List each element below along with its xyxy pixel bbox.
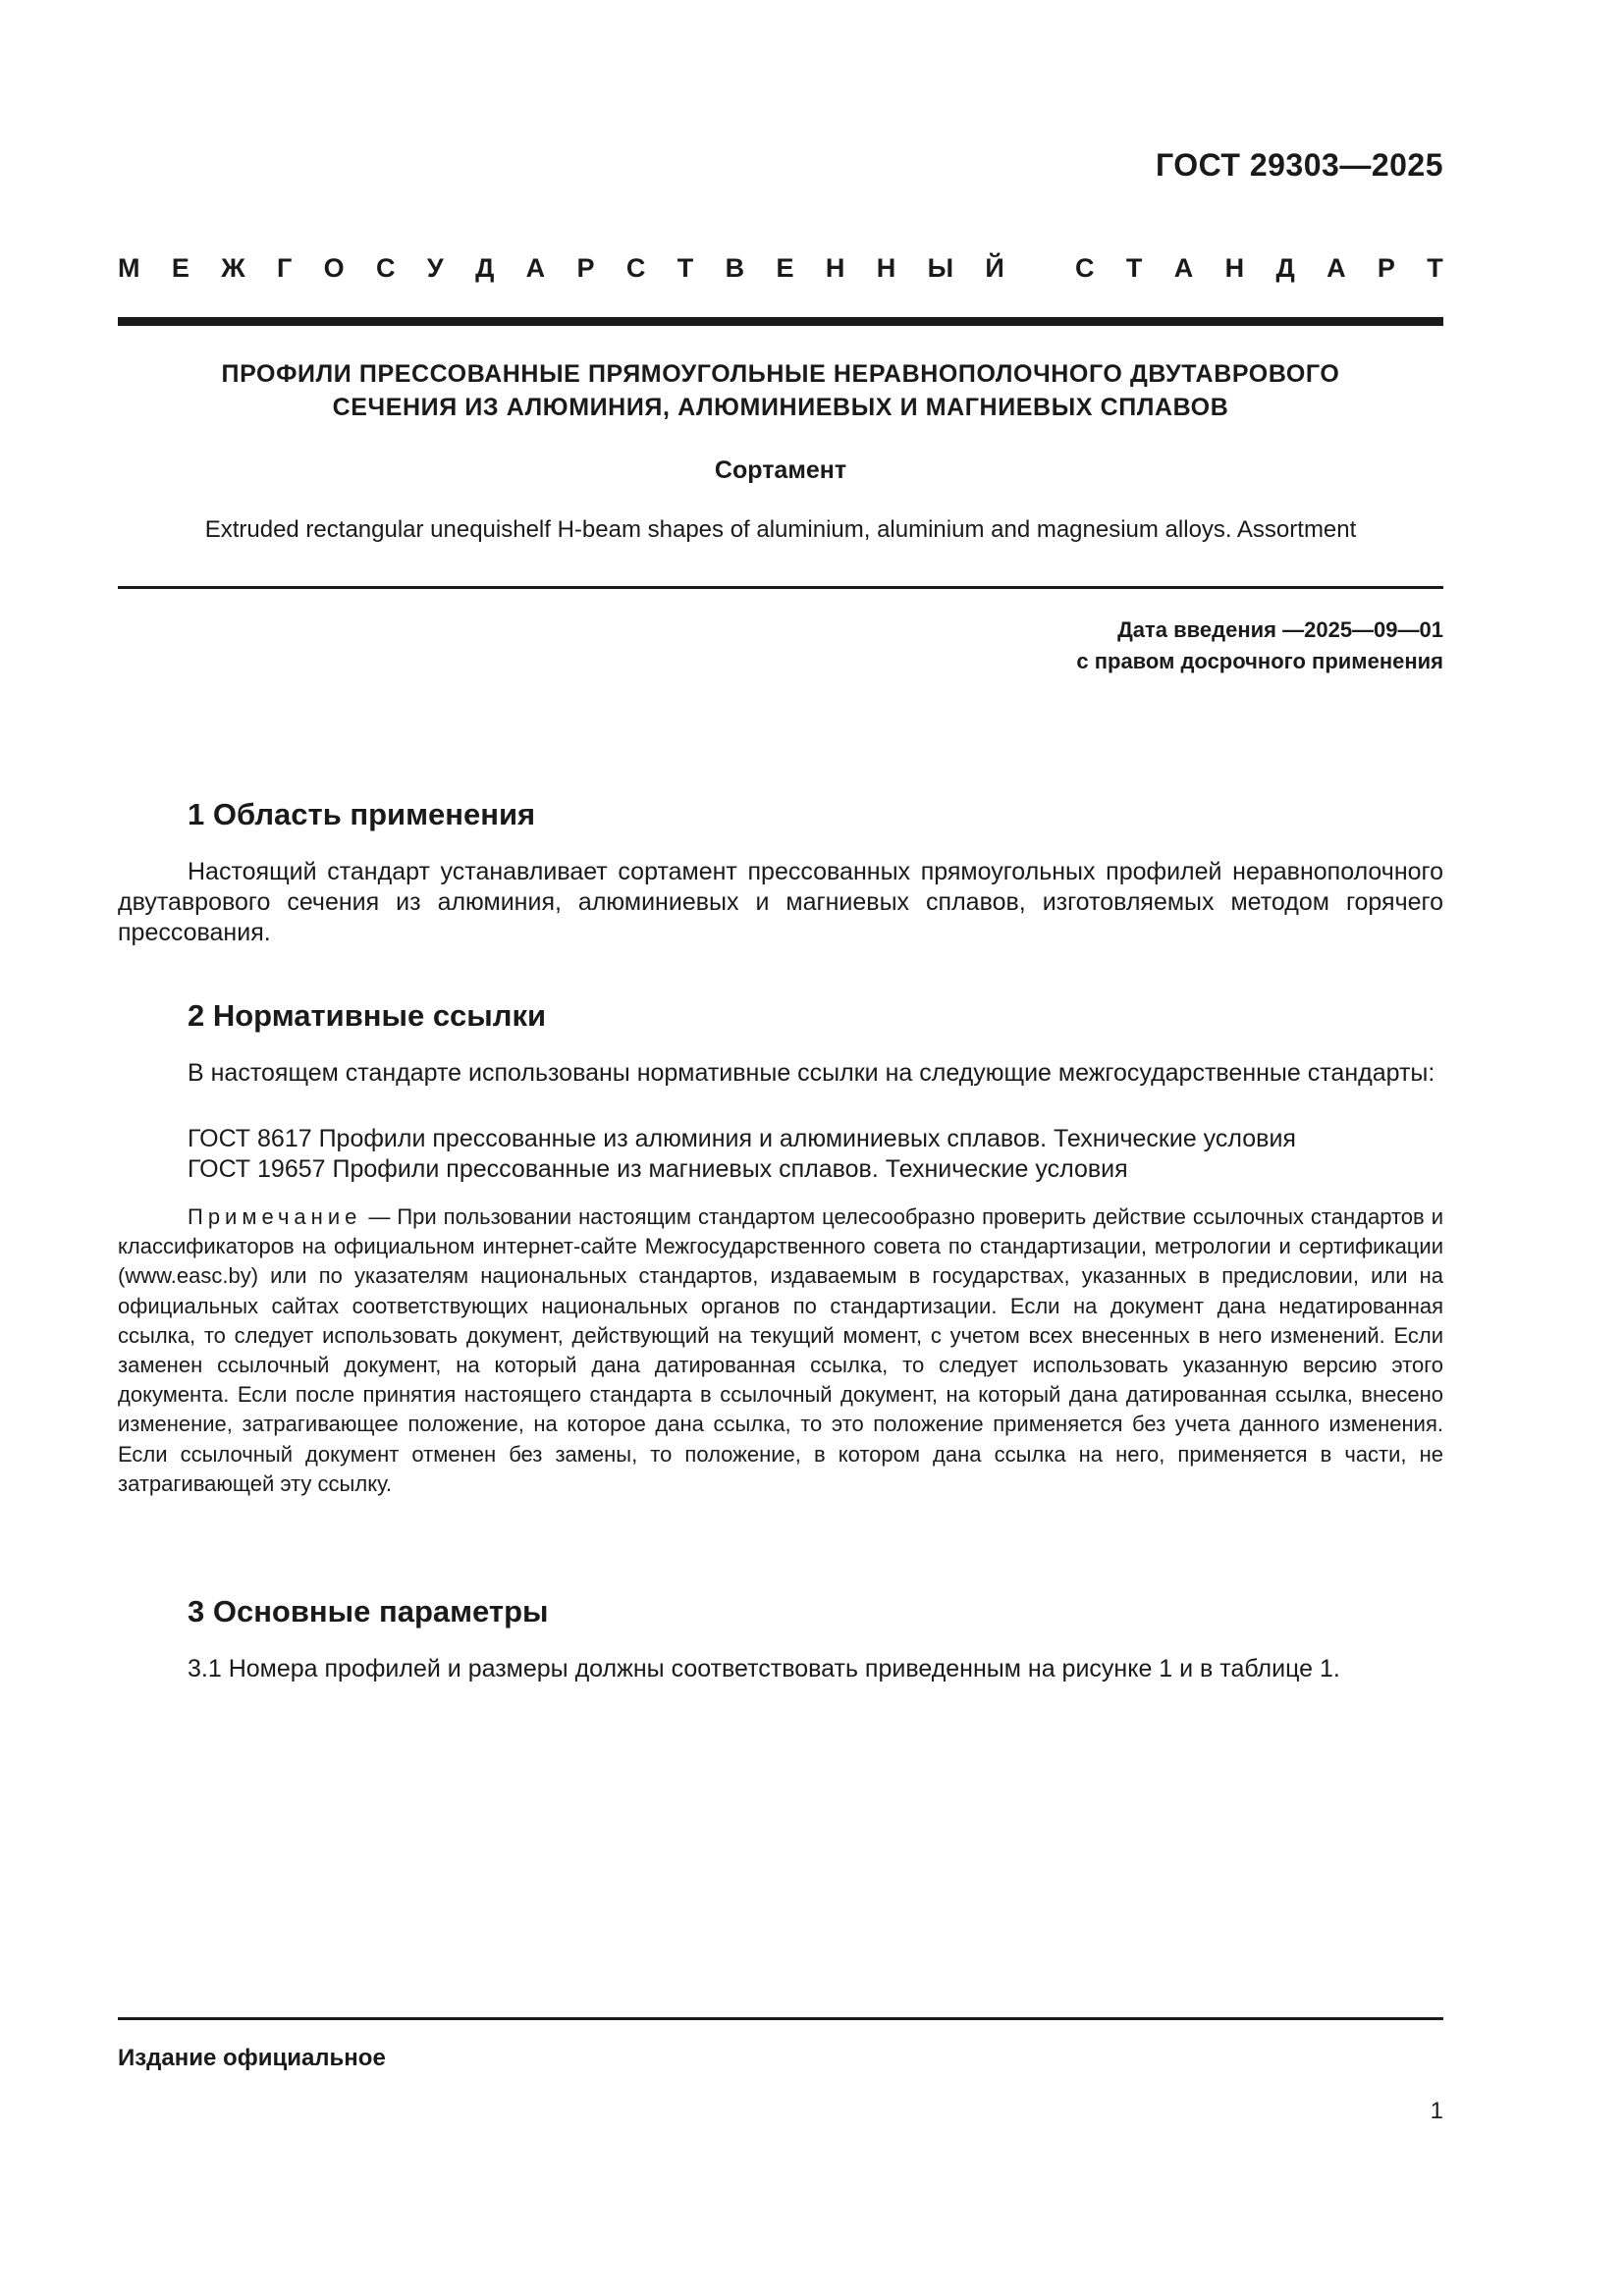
note-text: — При пользовании настоящим стандартом целесообразно проверить действие ссылочных стандартов и классификаторов на официальном интернет-сайте Межгосударственного совета по стандартизации, метрологии и сертификации (www.easc.by) или по указателям национальных стандартов, издаваемым в государствах, указанных в предисловии, или на официальных сайтах соответствующих национальных органов по стандартизации. Если на документ дана недатированная ссылка, то следует использовать документ, действующий на текущий момент, с учетом всех внесенных в него изменений. Если заменен ссылочный документ, на который дана датированная ссылка, то следует использовать указанную версию этого документа. Если после принятия настоящего стандарта в ссылочный документ, на который дана датированная ссылка, внесено изменение, затрагивающее положение, на которое дана ссылка, то это положение применяется без учета данного изменения. Если ссылочный документ отменен без замены, то положение, в котором дана ссылка на него, применяется в части, не затрагивающей эту ссылку. bbox=[118, 1204, 1443, 1496]
interstate-letter: Н bbox=[876, 253, 896, 283]
section-2-text: В настоящем стандарте использованы нормативные ссылки на следующие межгосударственные стандарты: bbox=[188, 1059, 1435, 1087]
header-divider bbox=[118, 317, 1443, 326]
document-number: ГОСТ 29303—2025 bbox=[1155, 147, 1443, 183]
introduction-date-block bbox=[1076, 614, 1443, 677]
section-3-text: 3.1 Номера профилей и размеры должны соответствовать приведенным на рисунке 1 и в таблице 1. bbox=[188, 1655, 1340, 1682]
english-title: Extruded rectangular unequishelf H-beam shapes of aluminium, aluminium and magnesium alloys. Assortment bbox=[204, 516, 1357, 543]
introduction-date: Дата введения —2025—09—01 bbox=[1117, 617, 1443, 642]
interstate-letter: У bbox=[426, 253, 444, 283]
interstate-letter: Е bbox=[171, 253, 189, 283]
interstate-letter: Т bbox=[677, 253, 694, 283]
page-number: 1 bbox=[1430, 2098, 1443, 2124]
interstate-letter: С bbox=[376, 253, 396, 283]
interstate-letter: Н bbox=[1224, 253, 1245, 283]
interstate-standard-heading bbox=[118, 253, 1443, 284]
normative-reference: ГОСТ 8617 Профили прессованные из алюминия и алюминиевых сплавов. Технические условия bbox=[188, 1125, 1296, 1152]
interstate-letter: А bbox=[1326, 253, 1346, 283]
interstate-letter: А bbox=[525, 253, 546, 283]
official-edition-label: Издание официальное bbox=[118, 2045, 386, 2071]
interstate-letter: Ы bbox=[927, 253, 954, 283]
interstate-letter: Е bbox=[776, 253, 794, 283]
section-2-heading: 2 Нормативные ссылки bbox=[188, 998, 547, 1033]
title-divider bbox=[118, 586, 1443, 589]
interstate-letter: Д bbox=[1275, 253, 1295, 283]
interstate-letter: Т bbox=[1125, 253, 1143, 283]
interstate-letter: Т bbox=[1427, 253, 1443, 283]
interstate-letter: Г bbox=[277, 253, 293, 283]
interstate-letter: В bbox=[725, 253, 745, 283]
interstate-letter: С bbox=[1075, 253, 1095, 283]
section-3-heading: 3 Основные параметры bbox=[188, 1594, 549, 1629]
document-subtitle: Сортамент bbox=[714, 456, 847, 484]
interstate-letter: Р bbox=[1377, 253, 1395, 283]
reference-note bbox=[118, 1202, 1443, 1499]
interstate-letter: О bbox=[323, 253, 345, 283]
interstate-letter: Д bbox=[475, 253, 495, 283]
interstate-letter: Н bbox=[825, 253, 845, 283]
interstate-letter: Й bbox=[985, 253, 1004, 283]
title-line: СЕЧЕНИЯ ИЗ АЛЮМИНИЯ, АЛЮМИНИЕВЫХ И МАГНИЕВЫХ СПЛАВОВ bbox=[332, 394, 1229, 421]
note-label: Примечание bbox=[188, 1204, 362, 1229]
early-application-note: с правом досрочного применения bbox=[1076, 649, 1443, 673]
normative-reference: ГОСТ 19657 Профили прессованные из магниевых сплавов. Технические условия bbox=[188, 1155, 1128, 1183]
interstate-letter: М bbox=[118, 253, 140, 283]
interstate-letter: С bbox=[625, 253, 646, 283]
section-1-text: Настоящий стандарт устанавливает сортамент прессованных прямоугольных профилей неравнополочного двутаврового сечения из алюминия, алюминиевых и магниевых сплавов, изготовляемых методом горячего прессования. bbox=[118, 858, 1443, 946]
word-gap bbox=[1036, 253, 1044, 284]
footer-divider bbox=[118, 2017, 1443, 2020]
section-1-heading: 1 Область применения bbox=[188, 797, 536, 831]
title-line: ПРОФИЛИ ПРЕССОВАННЫЕ ПРЯМОУГОЛЬНЫЕ НЕРАВНОПОЛОЧНОГО ДВУТАВРОВОГО bbox=[221, 360, 1340, 388]
interstate-letter: А bbox=[1173, 253, 1194, 283]
document-title bbox=[118, 357, 1443, 424]
interstate-letter: Ж bbox=[221, 253, 245, 283]
interstate-letter: Р bbox=[576, 253, 595, 283]
